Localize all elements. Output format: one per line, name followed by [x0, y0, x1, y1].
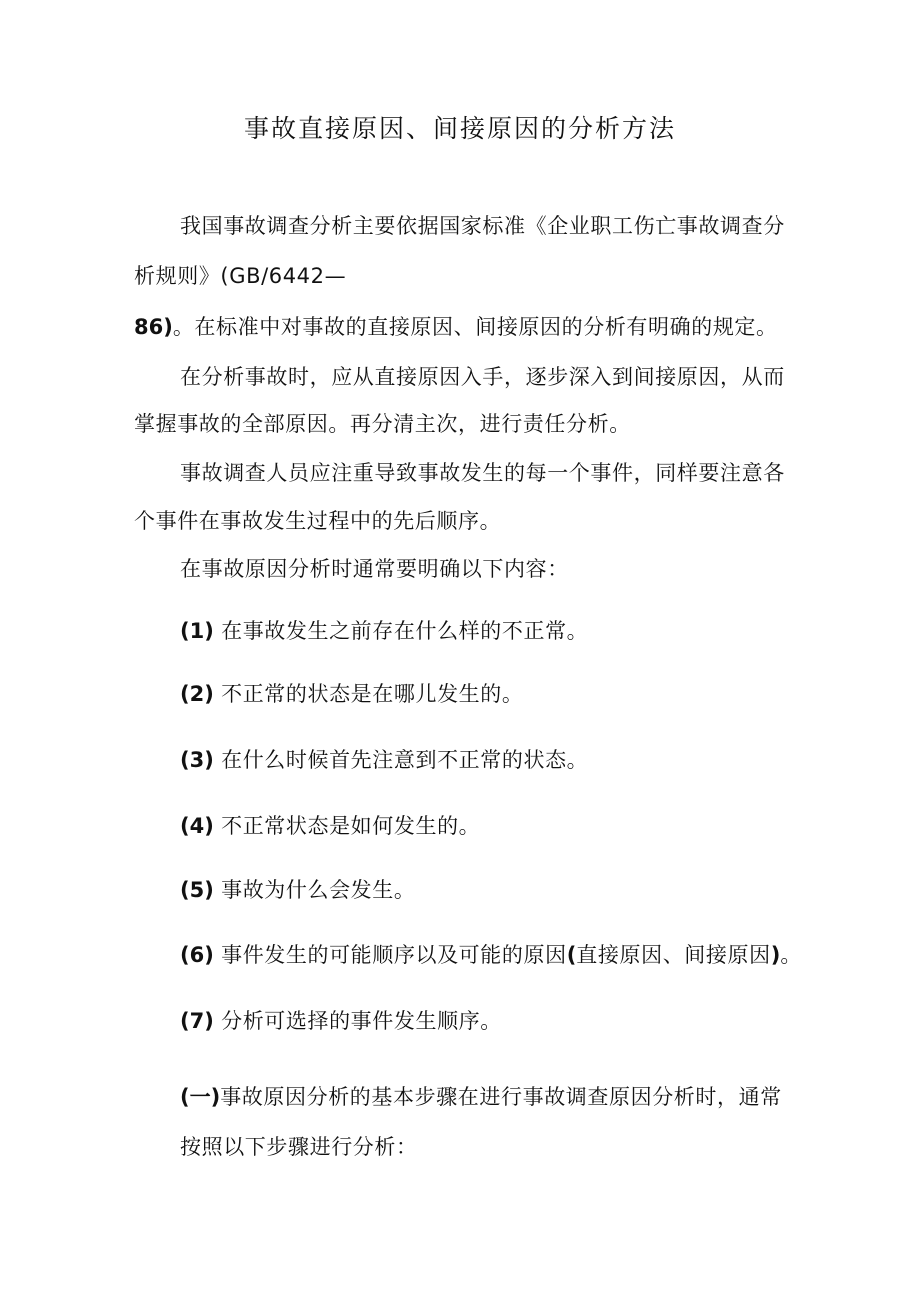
list-item [180, 1007, 502, 1035]
section-text: 事故原因分析的基本步骤在进行事故调查原因分析时，通常 [220, 1085, 782, 1109]
section-number: (一) [180, 1085, 221, 1109]
intro-line-2: 析规则》(GB/6442— [134, 264, 347, 288]
list-item-text: 不正常状态是如何发生的。 [213, 814, 481, 838]
list-item-number: (6) [180, 943, 214, 967]
list-item-number: (7) [180, 1009, 214, 1033]
list-item [180, 617, 588, 645]
list-item-text: 在什么时候首先注意到不正常的状态。 [213, 748, 589, 772]
list-item-number: (4) [180, 814, 214, 838]
list-item [180, 746, 588, 774]
list-item-number: (5) [180, 878, 214, 902]
standard-number-suffix: 86) [134, 315, 173, 339]
section-heading-line-1 [180, 1083, 782, 1111]
para3-line-2: 个事件在事故发生过程中的先后顺序。 [134, 509, 502, 533]
list-item [180, 680, 524, 708]
paren-open: ( [566, 943, 577, 967]
list-item-end: 。 [780, 943, 802, 967]
list-item-number: (1) [180, 619, 214, 643]
intro-line-3-text: 。在标准中对事故的直接原因、间接原因的分析有明确的规定。 [172, 315, 778, 339]
list-item [180, 876, 416, 904]
paren-text: 直接原因、间接原因 [576, 943, 771, 967]
list-item-text: 在事故发生之前存在什么样的不正常。 [213, 619, 589, 643]
document-title: 事故直接原因、间接原因的分析方法 [243, 114, 676, 143]
list-item [180, 812, 480, 840]
intro-line-3 [134, 313, 778, 341]
list-intro: 在事故原因分析时通常要明确以下内容： [180, 557, 569, 581]
list-item-text: 不正常的状态是在哪儿发生的。 [213, 682, 524, 706]
list-item-text: 事件发生的可能顺序以及可能的原因 [213, 943, 567, 967]
list-item [180, 941, 802, 969]
list-item-text: 分析可选择的事件发生顺序。 [213, 1009, 502, 1033]
section-heading-line-2: 按照以下步骤进行分析： [180, 1135, 418, 1159]
para2-line-2: 掌握事故的全部原因。再分清主次，进行责任分析。 [134, 412, 631, 436]
intro-line-1: 我国事故调查分析主要依据国家标准《企业职工伤亡事故调查分 [180, 214, 785, 238]
para3-line-1: 事故调查人员应注重导致事故发生的每一个事件，同样要注意各 [180, 461, 785, 485]
list-item-number: (3) [180, 748, 214, 772]
paren-close: ) [770, 943, 781, 967]
list-item-number: (2) [180, 682, 214, 706]
para2-line-1: 在分析事故时，应从直接原因入手，逐步深入到间接原因，从而 [180, 365, 785, 389]
list-item-text: 事故为什么会发生。 [213, 878, 416, 902]
